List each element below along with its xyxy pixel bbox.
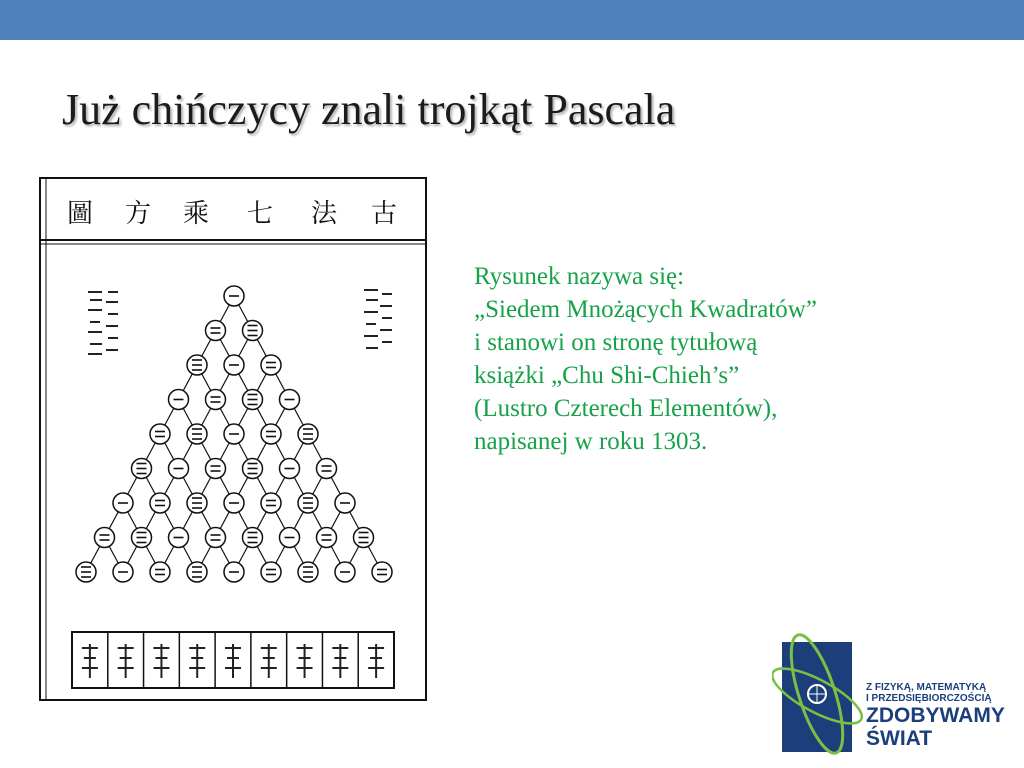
rod-numeral-circle <box>187 493 207 513</box>
rod-numeral-circle <box>317 459 337 479</box>
rod-numeral-circle <box>372 562 392 582</box>
rod-numeral-circle <box>243 528 263 548</box>
header-glyph: 古 <box>370 199 398 229</box>
rod-numeral-circle <box>132 528 152 548</box>
rod-numeral-circle <box>243 390 263 410</box>
rod-numeral-circle <box>224 424 244 444</box>
description-line: Rysunek nazywa się: <box>474 263 685 290</box>
rod-numeral-circle <box>224 493 244 513</box>
logo-line: ZDOBYWAMY <box>866 704 1005 727</box>
logo-text <box>866 682 1005 750</box>
rod-numeral-circle <box>280 459 300 479</box>
rod-numeral-circle <box>298 493 318 513</box>
rod-numeral-circle <box>298 424 318 444</box>
rod-numeral-circle <box>224 562 244 582</box>
logo-line: ŚWIAT <box>866 727 933 750</box>
rod-numeral-circle <box>243 321 263 341</box>
rod-numeral-circle <box>150 562 170 582</box>
description-line: napisanej w roku 1303. <box>474 428 708 455</box>
rod-numeral-circle <box>224 355 244 375</box>
rod-numeral-circle <box>169 528 189 548</box>
logo-line: I PRZEDSIĘBIORCZOŚCIĄ <box>866 693 992 704</box>
project-logo <box>772 624 1022 762</box>
rod-numeral-circle <box>224 286 244 306</box>
description-line: (Lustro Czterech Elementów), <box>474 395 778 422</box>
rod-numeral-circle <box>187 562 207 582</box>
rod-numeral-circle <box>335 562 355 582</box>
header-glyph: 七 <box>246 199 274 229</box>
logo-line: Z FIZYKĄ, MATEMATYKĄ <box>866 682 987 693</box>
rod-numeral-circle <box>206 390 226 410</box>
rod-numeral-circle <box>354 528 374 548</box>
top-accent-bar <box>0 0 1024 40</box>
rod-numeral-circle <box>317 528 337 548</box>
header-glyph: 法 <box>310 199 338 229</box>
rod-numeral-circle <box>335 493 355 513</box>
rod-numeral-circle <box>261 493 281 513</box>
rod-numeral-circle <box>261 562 281 582</box>
description-text <box>474 260 994 458</box>
rod-numeral-circle <box>187 424 207 444</box>
slide-title: Już chińczycy znali trojkąt Pascala <box>62 85 676 134</box>
description-line: „Siedem Mnożących Kwadratów” <box>474 296 817 323</box>
chinese-pascal-triangle-image <box>38 176 430 706</box>
rod-numeral-circle <box>113 562 133 582</box>
rod-numeral-circle <box>206 459 226 479</box>
rod-numeral-circle <box>206 321 226 341</box>
rod-numeral-circle <box>113 493 133 513</box>
rod-numeral-circle <box>280 390 300 410</box>
rod-numeral-circle <box>298 562 318 582</box>
rod-numeral-circle <box>280 528 300 548</box>
header-glyph: 乘 <box>182 199 210 229</box>
rod-numeral-circle <box>95 528 115 548</box>
rod-numeral-circle <box>206 528 226 548</box>
rod-numeral-circle <box>243 459 263 479</box>
header-glyph: 方 <box>124 199 152 229</box>
rod-numeral-circle <box>261 424 281 444</box>
rod-numeral-circle <box>261 355 281 375</box>
header-glyph: 圖 <box>66 199 94 229</box>
rod-numeral-circle <box>132 459 152 479</box>
rod-numeral-circle <box>169 390 189 410</box>
rod-numeral-circle <box>150 493 170 513</box>
rod-numeral-circle <box>187 355 207 375</box>
description-line: i stanowi on stronę tytułową <box>474 329 758 356</box>
rod-numeral-circle <box>76 562 96 582</box>
rod-numeral-circle <box>169 459 189 479</box>
description-line: książki „Chu Shi-Chieh’s” <box>474 362 740 389</box>
rod-numeral-circle <box>150 424 170 444</box>
